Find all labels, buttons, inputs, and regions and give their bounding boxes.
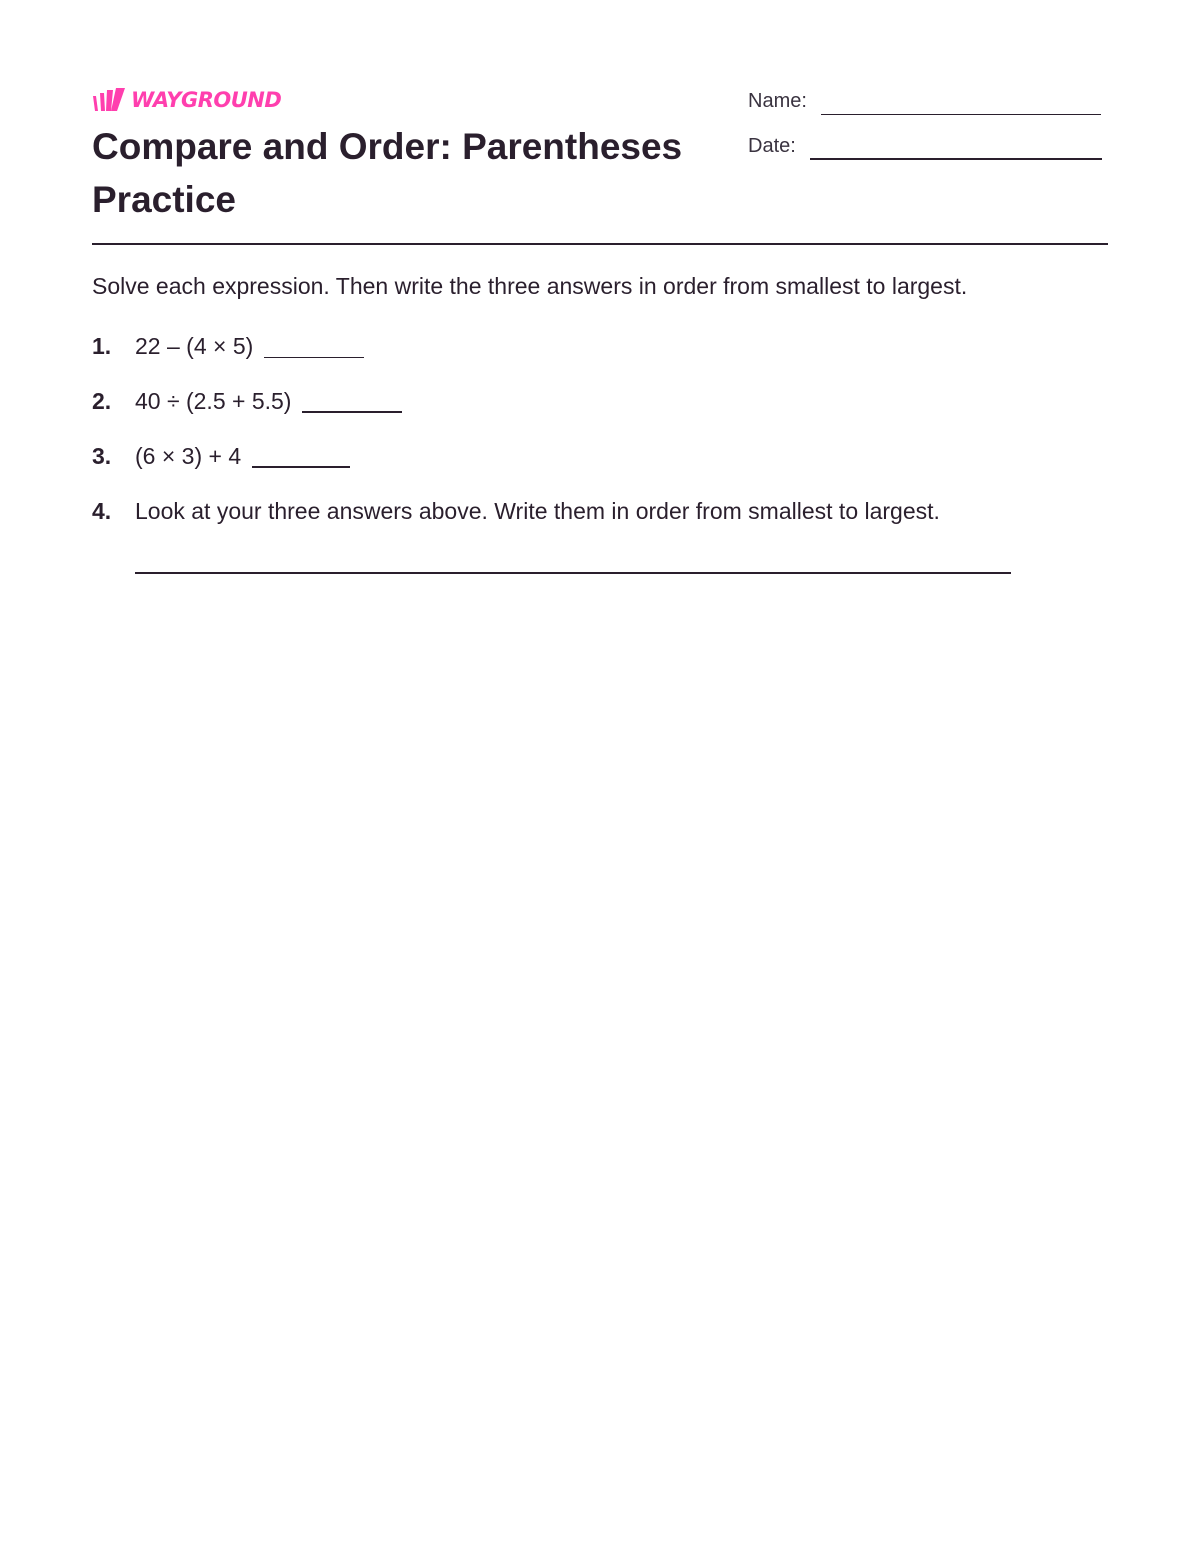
name-write-line[interactable] — [821, 113, 1101, 115]
order-answer-line[interactable] — [135, 572, 1011, 574]
question-2 — [92, 385, 402, 417]
question-number: 4. — [92, 498, 112, 524]
answer-blank-3[interactable] — [252, 465, 350, 468]
answer-blank-2[interactable] — [302, 410, 402, 413]
brand-logo — [92, 86, 281, 114]
date-field — [748, 133, 1102, 159]
brand-wordmark: WAYGROUND — [131, 88, 282, 112]
question-prompt: Look at your three answers above. Write them in order from smallest to largest. — [135, 498, 940, 524]
date-write-line[interactable] — [810, 157, 1102, 160]
wayground-logo-icon — [92, 88, 126, 112]
page-title: Compare and Order: Parentheses Practice — [92, 126, 683, 220]
question-expression: 22 – (4 × 5) — [135, 333, 254, 359]
question-3 — [92, 440, 350, 472]
name-field — [748, 88, 1101, 114]
question-number: 3. — [92, 443, 112, 469]
date-label: Date: — [748, 135, 796, 157]
question-number: 2. — [92, 388, 112, 414]
question-1 — [92, 330, 364, 362]
header-divider — [92, 243, 1108, 245]
question-expression: (6 × 3) + 4 — [135, 443, 242, 469]
instructions: Solve each expression. Then write the three answers in order from smallest to largest. — [92, 273, 968, 299]
question-number: 1. — [92, 333, 112, 359]
question-4 — [92, 495, 940, 527]
name-label: Name: — [748, 90, 807, 112]
answer-blank-1[interactable] — [264, 356, 364, 358]
question-expression: 40 ÷ (2.5 + 5.5) — [135, 388, 292, 414]
